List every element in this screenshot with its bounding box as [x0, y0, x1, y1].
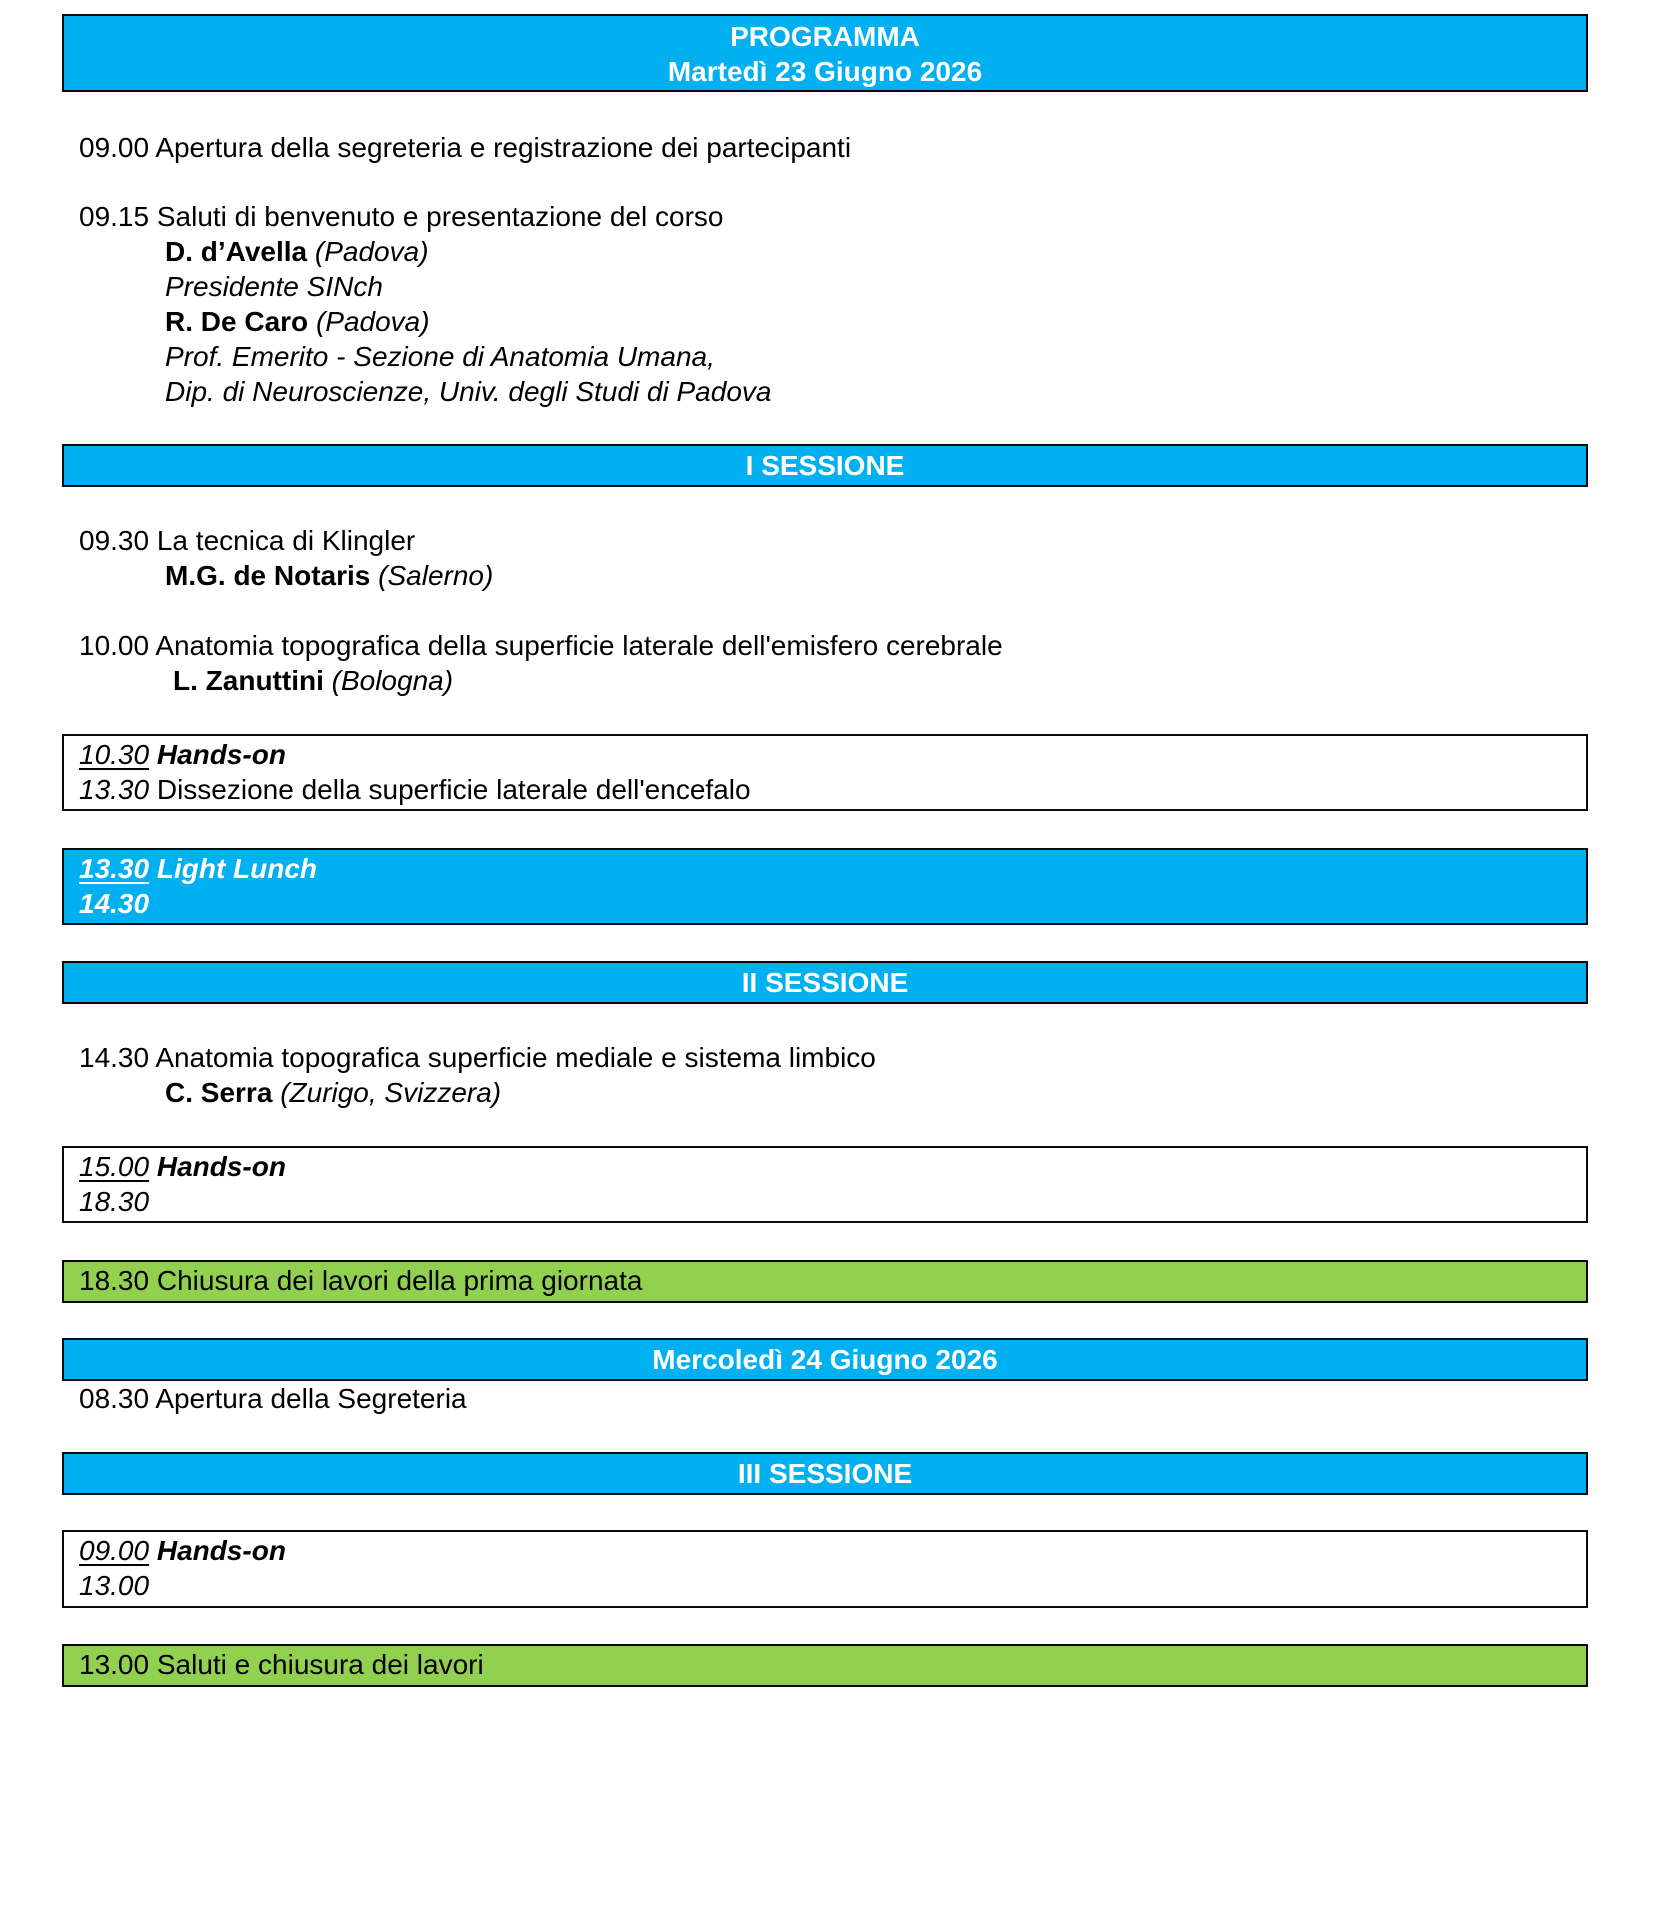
time: 13.00: [79, 1649, 150, 1680]
handson-label: Hands-on: [156, 1151, 286, 1182]
speaker-name: M.G. de Notaris: [165, 560, 371, 591]
speaker-city: (Bologna): [331, 665, 454, 696]
speaker-name: D. d’Avella: [165, 236, 308, 267]
end-time: 13.00: [79, 1570, 150, 1601]
time: 18.30: [79, 1265, 150, 1296]
start-time: 13.30: [79, 853, 150, 884]
handson-end-line: [79, 772, 751, 807]
start-time: 09.00: [79, 1535, 150, 1566]
day2-date: Mercoledì 24 Giugno 2026: [652, 1344, 998, 1375]
handson-start-line: [79, 737, 286, 772]
schedule-item-talk: [79, 1040, 876, 1075]
speaker: [165, 304, 430, 339]
closing-box-day2: [62, 1644, 1588, 1687]
time: 08.30: [79, 1383, 150, 1414]
handson-box-1: [62, 734, 1588, 811]
session-title: II SESSIONE: [741, 967, 909, 998]
time: 14.30: [79, 1042, 150, 1073]
end-time: 14.30: [79, 888, 150, 919]
day2-header: [62, 1338, 1588, 1381]
time: 09.15: [79, 201, 150, 232]
time: 10.00: [79, 630, 150, 661]
schedule-item-welcome: [79, 199, 723, 234]
item-text: Apertura della Segreteria: [155, 1383, 467, 1414]
handson-label: Hands-on: [156, 739, 286, 770]
lunch-label: Light Lunch: [156, 853, 318, 884]
speaker: [165, 234, 429, 269]
handson-label: Hands-on: [156, 1535, 286, 1566]
item-text: Saluti di benvenuto e presentazione del corso: [156, 201, 724, 232]
speaker: [165, 558, 493, 593]
speaker-city: (Zurigo, Svizzera): [280, 1077, 502, 1108]
item-text: Anatomia topografica della superficie laterale dell'emisfero cerebrale: [155, 630, 1003, 661]
speaker-role: Prof. Emerito - Sezione di Anatomia Umana,: [165, 341, 715, 372]
speaker-role: Dip. di Neuroscienze, Univ. degli Studi di Padova: [165, 376, 772, 407]
item-text: La tecnica di Klingler: [156, 525, 416, 556]
schedule-item-talk: [79, 523, 415, 558]
program-date: Martedì 23 Giugno 2026: [667, 56, 983, 87]
item-text: Saluti e chiusura dei lavori: [156, 1649, 484, 1680]
speaker-name: L. Zanuttini: [173, 665, 324, 696]
end-time: 13.30: [79, 774, 150, 805]
speaker-role: Presidente SINch: [165, 271, 383, 302]
item-text: Apertura della segreteria e registrazione dei partecipanti: [155, 132, 852, 163]
session-header-1: [62, 444, 1588, 487]
start-time: 15.00: [79, 1151, 150, 1182]
session-title: III SESSIONE: [737, 1458, 913, 1489]
item-text: Chiusura dei lavori della prima giornata: [156, 1265, 643, 1296]
closing-line: [79, 1263, 642, 1298]
speaker-city: (Salerno): [378, 560, 494, 591]
program-title: PROGRAMMA: [730, 21, 920, 52]
session-title: I SESSIONE: [745, 450, 905, 481]
handson-box-2: [62, 1146, 1588, 1223]
time: 09.00: [79, 132, 150, 163]
closing-box-day1: [62, 1260, 1588, 1303]
speaker-name: C. Serra: [165, 1077, 273, 1108]
start-time: 10.30: [79, 739, 150, 770]
handson-box-3: [62, 1530, 1588, 1608]
handson-text: Dissezione della superficie laterale dell'encefalo: [156, 774, 751, 805]
speaker: [173, 663, 453, 698]
speaker-name: R. De Caro: [165, 306, 309, 337]
session-header-3: [62, 1452, 1588, 1495]
schedule-item-talk: [79, 628, 1003, 663]
time: 09.30: [79, 525, 150, 556]
schedule-item-opening: [79, 130, 851, 165]
speaker-city: (Padova): [314, 236, 429, 267]
program-header: [62, 14, 1588, 92]
session-header-2: [62, 961, 1588, 1004]
lunch-box: [62, 848, 1588, 925]
closing-line: [79, 1647, 484, 1682]
handson-start-line: [79, 1149, 286, 1184]
speaker: [165, 1075, 501, 1110]
end-time: 18.30: [79, 1186, 150, 1217]
schedule-item-opening: [79, 1381, 467, 1416]
item-text: Anatomia topografica superficie mediale e sistema limbico: [155, 1042, 876, 1073]
handson-start-line: [79, 1533, 286, 1568]
speaker-city: (Padova): [315, 306, 430, 337]
lunch-start-line: [79, 851, 317, 886]
